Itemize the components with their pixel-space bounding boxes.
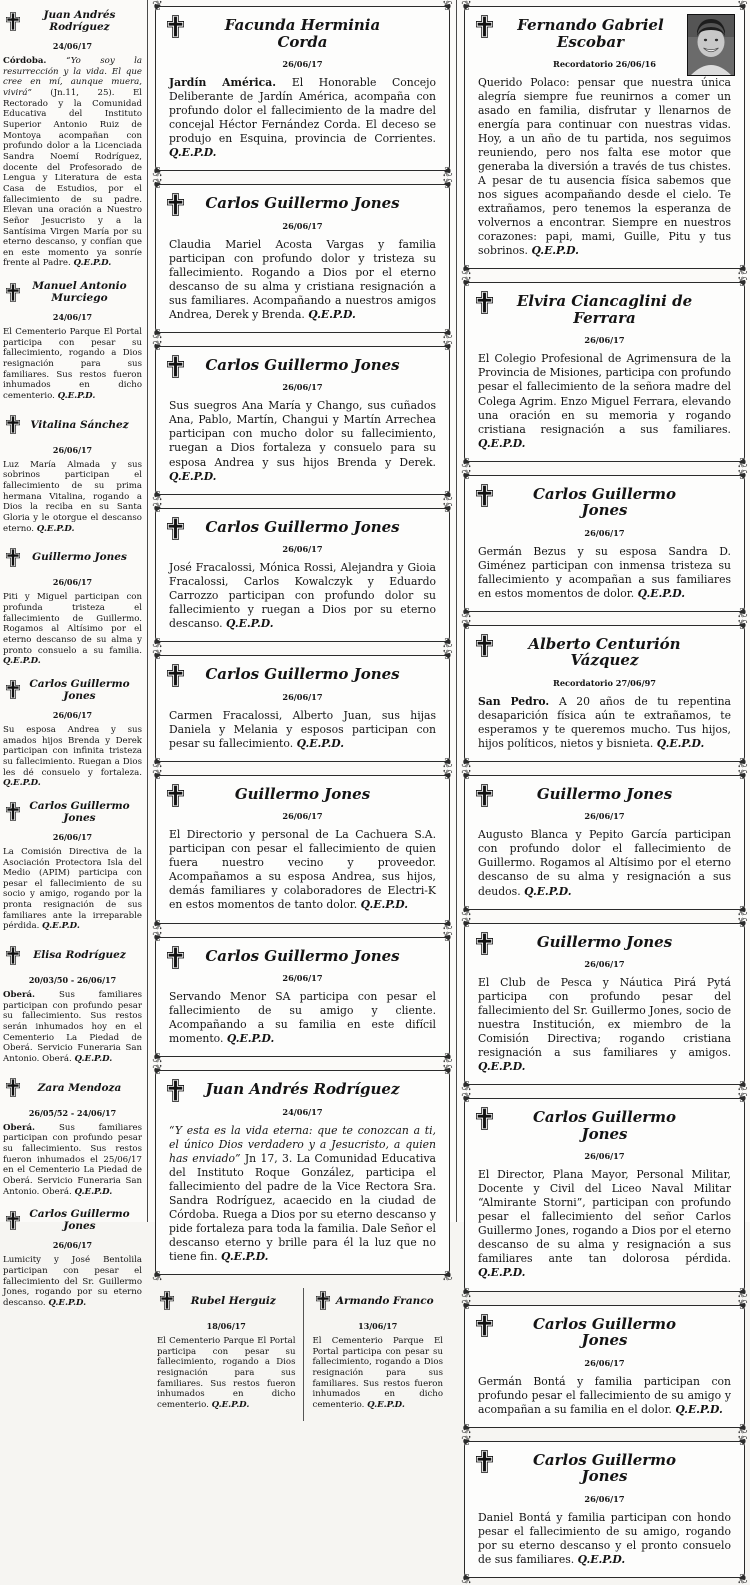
deceased-name: Armando Franco	[335, 1294, 434, 1307]
qepd-label: Q.E.P.D.	[211, 1399, 250, 1410]
deceased-name: Alberto Centurión Vázquez	[528, 634, 681, 670]
corner-ornament-icon: ❦	[152, 163, 163, 179]
obituary-text	[3, 56, 142, 269]
obituary-text	[478, 545, 731, 601]
obituary-text-segment: El Cementerio Parque El Portal participa con pesar su fallecimiento, rogando a Dios resignación para sus familiares. Sus restos fueron inhumados en dicho cementerio.	[157, 1335, 296, 1410]
deceased-name: Carlos Guillermo Jones	[205, 355, 400, 374]
obituary-text-segment: Augusto Blanca y Pepito García participan con profundo dolor el fallecimiento de Guillermo. Rogamos al Altísimo por el eterno descanso de su alma y resignación a sus deudos.	[478, 828, 731, 898]
column-right	[457, 0, 750, 1585]
obituary-date: 26/06/17	[282, 811, 323, 822]
corner-ornament-icon: ❦	[737, 753, 748, 769]
obituary-date: 26/06/17	[584, 527, 625, 538]
corner-ornament-icon: ❦	[152, 767, 163, 783]
obituary-box	[152, 0, 453, 179]
obituary-text	[3, 460, 142, 535]
obituary-date: 24/06/17	[282, 1106, 323, 1117]
obituary-entry	[3, 544, 142, 667]
cross-icon	[3, 802, 23, 821]
cross-icon	[476, 634, 493, 661]
corner-ornament-icon: ❦	[461, 1091, 472, 1107]
corner-ornament-icon: ❦	[152, 634, 163, 650]
obituary-date: Recordatorio 26/06/16	[553, 59, 656, 69]
deceased-name: Carlos Guillermo Jones	[532, 1314, 677, 1349]
corner-ornament-icon: ❦	[152, 177, 163, 193]
obituary-text-segment: El Director, Plana Mayor, Personal Militar, Docente y Civil del Liceo Naval Militar “Almirante Storni”, participan con profundo pesar el fallecimiento del señor Carlos Guillermo Jones, rogando a Dios por el eterno descanso de su alma y resignación a sus familiares ante tan dolorosa pérdida.	[478, 1168, 731, 1266]
qepd-label: Q.E.P.D.	[169, 146, 217, 160]
corner-ornament-icon: ❦	[152, 486, 163, 502]
obituary-header	[313, 1288, 444, 1314]
deceased-name: Juan Andrés Rodríguez	[205, 1080, 400, 1099]
obituary-text-segment: El Cementerio Parque El Portal participa con pesar su fallecimiento, rogando a Dios resignación para sus familiares. Sus restos fueron inhumados en dicho cementerio.	[312, 1335, 443, 1410]
qepd-label: Q.E.P.D.	[48, 1297, 87, 1308]
corner-ornament-icon: ❦	[442, 648, 453, 664]
corner-ornament-icon: ❦	[461, 261, 472, 277]
cross-icon	[3, 12, 23, 31]
obituary-text	[313, 1336, 444, 1411]
cross-icon	[167, 15, 184, 42]
obituary-text-segment: Sus suegros Ana María y Chango, sus cuñados Ana, Pablo, Martín, Changui y Martín Arrechea participan con mucho dolor su fallecimiento, ruegan a Dios fortaleza y consuelo para su esposa Andrea y sus hijos Brenda y Derek.	[169, 399, 436, 469]
obituary-text	[3, 327, 142, 402]
qepd-label: Q.E.P.D.	[74, 1054, 113, 1065]
cross-icon	[476, 1450, 493, 1477]
column-middle	[148, 0, 456, 1410]
cross-icon	[476, 932, 493, 959]
obituary-text	[478, 1511, 731, 1567]
obituary-text	[3, 725, 142, 789]
corner-ornament-icon: ❦	[461, 453, 472, 469]
corner-ornament-icon: ❦	[152, 1063, 163, 1079]
cross-icon	[313, 1291, 333, 1310]
deceased-name: Carlos Guillermo Jones	[532, 1108, 677, 1143]
deceased-name: Carlos Guillermo Jones	[29, 677, 130, 702]
obituary-text-segment: La Comisión Directiva de la Asociación Protectora Isla del Medio (APIM) participa con pesar el fallecimiento de su socio y amigo, rogando por la pronta resignación de sus familiares ante la irreparable pérdida.	[3, 846, 142, 932]
mini-obituary-row	[155, 1288, 450, 1421]
deceased-name: Carlos Guillermo Jones	[205, 946, 400, 965]
qepd-label: Q.E.P.D.	[308, 307, 356, 321]
obituary-entry	[3, 412, 142, 535]
qepd-label: Q.E.P.D.	[220, 1249, 269, 1263]
obituary-text-segment: El Colegio Profesional de Agrimensura de la Provincia de Misiones, participa con profundo pesar el fallecimiento de la señora madre del Colega Agrim. Enzo Miguel Ferrara, elevando una oración en su memoria y rogando cristiana resignación a sus familiares.	[478, 352, 731, 436]
corner-ornament-icon: ❦	[442, 929, 453, 945]
obituary-date: 18/06/17	[206, 1320, 246, 1331]
corner-ornament-icon: ❦	[442, 338, 453, 354]
obituary-text	[478, 976, 731, 1074]
obituary-header	[3, 799, 142, 825]
obituary-text	[478, 828, 731, 898]
deceased-name: Carlos Guillermo Jones	[205, 194, 400, 213]
qepd-label: Q.E.P.D.	[478, 1266, 526, 1280]
obituary-text-segment: “Y esta es la vida eterna: que te conozcan a ti, el único Dios verdadero y a Jesucristo, a quien has enviado”	[169, 1123, 436, 1165]
obituary-date: 26/06/17	[584, 1493, 625, 1504]
obituary-text	[3, 847, 142, 932]
obituary-text	[169, 709, 436, 751]
cross-icon	[167, 355, 184, 382]
corner-ornament-icon: ❦	[442, 500, 453, 516]
obituary-text-segment: “Yo soy la resurrección y la vida. El que cree en mí, aunque muera, vivirá”	[3, 56, 143, 98]
obituary-text	[478, 1168, 731, 1280]
deceased-name: Manuel Antonio Murciego	[32, 280, 127, 305]
obituary-entry	[157, 1288, 296, 1411]
obituary-entry	[3, 1207, 142, 1308]
deceased-name: Fernando Gabriel Escobar	[517, 16, 664, 51]
corner-ornament-icon: ❦	[461, 603, 472, 619]
cross-icon	[167, 193, 184, 220]
deceased-name: Elisa Rodríguez	[33, 949, 126, 962]
obituary-entry	[3, 942, 142, 1065]
corner-ornament-icon: ❦	[737, 1283, 748, 1299]
corner-ornament-icon: ❦	[737, 1569, 748, 1585]
obituary-header	[3, 1075, 142, 1101]
obituary-date: 24/06/17	[52, 41, 93, 51]
cross-icon	[167, 1079, 184, 1106]
obituary-text-segment: Jn 17, 3. La Comunidad Educativa del Instituto Roque González, participa el fallecimiento del padre de la Vice Rectora Sra. Sandra Rodríguez, acaecido en la ciudad de Córdoba. Ruega a Dios por su eterno descanso y pide fortaleza para toda la familia. Dale Señor el descanso eterno y brille para él la luz que no tiene fin.	[169, 1151, 436, 1263]
obituary-date: 26/06/17	[584, 1357, 625, 1368]
cross-icon	[3, 1078, 23, 1097]
qepd-label: Q.E.P.D.	[57, 391, 96, 402]
obituary-box	[461, 275, 748, 469]
obituary-text	[478, 695, 731, 751]
obituary-text-segment: El Cementerio Parque El Portal participa con pesar su fallecimiento, rogando a Dios resignación para sus familiares. Sus restos fueron inhumados en dicho cementerio.	[3, 327, 142, 402]
corner-ornament-icon: ❦	[461, 1077, 472, 1093]
cross-icon	[476, 15, 493, 42]
corner-ornament-icon: ❦	[737, 261, 748, 277]
obituary-box	[461, 767, 748, 917]
obituary-text-segment: Germán Bontá y familia participan con profundo pesar el fallecimiento de su amigo y acompañan a su familia en el dolor.	[478, 1374, 731, 1416]
obituary-text	[169, 828, 436, 912]
cross-icon	[167, 946, 184, 973]
corner-ornament-icon: ❦	[737, 1077, 748, 1093]
cross-icon	[3, 680, 23, 699]
cross-icon	[3, 946, 23, 965]
qepd-label: Q.E.P.D.	[296, 736, 345, 750]
obituary-text	[169, 1124, 436, 1264]
mini-obituary	[155, 1288, 303, 1421]
corner-ornament-icon: ❦	[152, 915, 163, 931]
obituary-text-segment: (Jn.11, 25). El Rectorado y la Comunidad Educativa del Instituto Superior Antonio Ruiz de Montoya acompañan con profundo dolor a la Licenciada Sandra Noemí Rodríguez, docente del Profesorado de Lengua y Literatura de esta Casa de Estudios, por el fallecimiento de su padre. Elevan una oración a Nuestro Señor Jesucristo y a la Santísima Virgen María por su eterno descanso, y confían que en este momento ya sonríe frente al Padre.	[3, 87, 142, 269]
obituary-text-segment: Querido Polaco: pensar que nuestra única alegría siempre fue reunirnos a comer un asado en familia, disfrutar y llenarnos de energía para continuar con nuestras vidas. Hoy, a un año de tu partida, nos seguimos reuniendo, pero nos falta ese motor que generaba la diversión a través de tus chistes. A pesar de tu ausencia física sabemos que nos sigues acompañando desde el cielo. Te extrañamos, pero tenemos la esperanza de volvernos a encontrar. Siempre en nuestros corazones: papi, mami, Guille, Pitu y tus sobrinos.	[478, 76, 731, 258]
deceased-name: Carlos Guillermo Jones	[205, 665, 400, 684]
obituary-header	[3, 544, 142, 570]
deceased-name: Vitalina Sánchez	[30, 418, 129, 431]
corner-ornament-icon: ❦	[152, 929, 163, 945]
deceased-name: Carlos Guillermo Jones	[29, 799, 130, 824]
cross-icon	[3, 1211, 23, 1230]
mini-obituary	[303, 1288, 451, 1421]
qepd-label: Q.E.P.D.	[577, 1552, 626, 1566]
deceased-name: Guillermo Jones	[536, 932, 673, 951]
obituary-box	[152, 929, 453, 1065]
obituary-text	[169, 990, 436, 1046]
obituary-text	[169, 238, 436, 322]
obituary-box	[461, 467, 748, 619]
obituary-text-segment: Sus familiares participan con profundo pesar su fallecimiento. Sus restos fueron inhumados el 25/06/17 en el Cementerio La Piedad de Oberá. Servicio Funeraria San Antonio. Oberá.	[3, 1122, 142, 1197]
obituary-text-segment: Oberá.	[3, 1122, 60, 1133]
corner-ornament-icon: ❦	[737, 1433, 748, 1449]
corner-ornament-icon: ❦	[442, 1049, 453, 1065]
corner-ornament-icon: ❦	[442, 767, 453, 783]
corner-ornament-icon: ❦	[461, 275, 472, 291]
cross-icon	[167, 664, 184, 691]
obituary-box	[152, 177, 453, 340]
qepd-label: Q.E.P.D.	[73, 258, 112, 269]
obituary-box	[152, 338, 453, 502]
obituary-text-segment: Servando Menor SA participa con pesar el fallecimiento de su amigo y cliente. Acompañando a su familia en este difícil momento.	[169, 990, 436, 1046]
obituary-entry	[3, 677, 142, 789]
obituary-entry	[3, 1075, 142, 1198]
obituary-text-segment: San Pedro.	[478, 694, 559, 708]
corner-ornament-icon: ❦	[442, 1063, 453, 1079]
deceased-name: Carlos Guillermo Jones	[532, 1450, 677, 1486]
obituary-box	[152, 767, 453, 931]
qepd-label: Q.E.P.D.	[637, 586, 686, 600]
obituary-box	[461, 617, 748, 769]
cross-icon	[3, 283, 23, 302]
obituary-header	[3, 279, 142, 305]
corner-ornament-icon: ❦	[461, 617, 472, 633]
corner-ornament-icon: ❦	[737, 275, 748, 291]
obituary-date: 26/06/17	[584, 959, 625, 970]
qepd-label: Q.E.P.D.	[656, 736, 705, 750]
cross-icon	[476, 1314, 493, 1341]
obituary-date: 24/06/17	[52, 312, 93, 323]
obituary-text	[478, 76, 731, 258]
corner-ornament-icon: ❦	[461, 753, 472, 769]
corner-ornament-icon: ❦	[737, 453, 748, 469]
obituary-box	[152, 1063, 453, 1282]
obituary-date: 26/05/52 - 24/06/17	[28, 1107, 117, 1118]
corner-ornament-icon: ❦	[737, 603, 748, 619]
obituary-text-segment: Daniel Bontá y familia participan con hondo pesar el fallecimiento de su amigo, rogando por su eterno descanso y el pronto consuelo de sus familiares.	[478, 1510, 731, 1566]
obituary-date: 26/06/17	[584, 1151, 625, 1162]
obituary-date: 26/06/17	[282, 382, 323, 393]
qepd-label: Q.E.P.D.	[74, 1186, 113, 1197]
obituary-entry	[313, 1288, 444, 1411]
corner-ornament-icon: ❦	[152, 1266, 163, 1282]
corner-ornament-icon: ❦	[461, 1283, 472, 1299]
obituary-text-segment: Jardín América.	[169, 76, 292, 89]
cross-icon	[167, 784, 184, 811]
corner-ornament-icon: ❦	[442, 177, 453, 193]
obituary-header	[3, 412, 142, 438]
obituary-date: 26/06/17	[52, 709, 93, 720]
corner-ornament-icon: ❦	[461, 1419, 472, 1435]
deceased-name: Elvira Ciancaglini de Ferrara	[516, 292, 693, 327]
corner-ornament-icon: ❦	[152, 648, 163, 664]
obituary-text	[3, 1123, 142, 1198]
obituary-text-segment: Oberá.	[3, 990, 60, 1001]
qepd-label: Q.E.P.D.	[36, 523, 75, 534]
obituary-text-segment: El Club de Pesca y Náutica Pirá Pytá participa con profundo pesar del fallecimiento del Sr. Guillermo Jones, socio de nuestra Institución, ex miembro de la Comisión Directiva; rogando cristiana resignación a sus familiares y amigos.	[478, 976, 731, 1060]
obituary-text-segment: Lumicity y José Bentolila participan con pesar el fallecimiento del Sr. Guillermo Jones, rogando por su eterno descanso.	[3, 1255, 142, 1308]
qepd-label: Q.E.P.D.	[478, 436, 526, 450]
obituary-box	[461, 1297, 748, 1435]
corner-ornament-icon: ❦	[152, 338, 163, 354]
obituary-header	[157, 1288, 296, 1314]
corner-ornament-icon: ❦	[442, 1266, 453, 1282]
obituary-date: 26/06/17	[282, 973, 323, 983]
cross-icon	[476, 291, 493, 318]
corner-ornament-icon: ❦	[152, 753, 163, 769]
corner-ornament-icon: ❦	[737, 1091, 748, 1107]
corner-ornament-icon: ❦	[461, 1569, 472, 1585]
corner-ornament-icon: ❦	[152, 500, 163, 516]
corner-ornament-icon: ❦	[737, 767, 748, 783]
qepd-label: Q.E.P.D.	[675, 1402, 723, 1416]
corner-ornament-icon: ❦	[737, 1297, 748, 1313]
corner-ornament-icon: ❦	[737, 901, 748, 917]
corner-ornament-icon: ❦	[442, 324, 453, 340]
obituary-header	[3, 942, 142, 968]
obituary-text	[478, 352, 731, 450]
obituary-text	[169, 399, 436, 483]
qepd-label: Q.E.P.D.	[478, 1060, 526, 1074]
obituary-text-segment: Carmen Fracalossi, Alberto Juan, sus hijas Daniela y Melania y esposos participan con pesar su fallecimiento.	[169, 708, 436, 750]
corner-ornament-icon: ❦	[737, 0, 748, 14]
cross-icon	[476, 1107, 493, 1134]
qepd-label: Q.E.P.D.	[226, 1032, 275, 1046]
corner-ornament-icon: ❦	[737, 467, 748, 483]
corner-ornament-icon: ❦	[737, 617, 748, 633]
corner-ornament-icon: ❦	[461, 1297, 472, 1313]
obituary-date: 26/06/17	[584, 335, 625, 346]
obituary-text-segment: A 20 años de tu repentina desaparición física aún te extrañamos, te esperamos y te queremos mucho. Tus hijos, hijos políticos, nietos y bisnieta.	[478, 694, 731, 750]
qepd-label: Q.E.P.D.	[42, 921, 80, 932]
deceased-name: Juan Andrés Rodríguez	[43, 8, 116, 33]
qepd-label: Q.E.P.D.	[3, 656, 41, 667]
obituary-box	[461, 1091, 748, 1299]
deceased-name: Carlos Guillermo Jones	[29, 1208, 130, 1233]
obituary-entry	[3, 279, 142, 402]
obituary-entry	[3, 799, 142, 932]
obituary-text	[169, 76, 436, 160]
qepd-label: Q.E.P.D.	[360, 898, 409, 912]
obituary-box	[461, 1433, 748, 1585]
cross-icon	[476, 784, 493, 811]
obituary-text	[478, 1375, 731, 1417]
cross-icon	[3, 548, 23, 567]
obituary-text-segment: Claudia Mariel Acosta Vargas y familia participan con profundo dolor y tristeza su fallecimiento. Rogando a Dios por el eterno descanso de su alma y cristiana resignación a sus familiares. Acompañando a nuestros amigos Andrea, Derek y Brenda.	[169, 237, 436, 321]
qepd-label: Q.E.P.D.	[524, 884, 572, 898]
obituary-date: 26/06/17	[584, 811, 625, 822]
obituary-date: Recordatorio 27/06/97	[553, 677, 656, 688]
corner-ornament-icon: ❦	[461, 467, 472, 483]
cross-icon	[3, 415, 23, 434]
obituary-date: 26/06/17	[52, 577, 93, 588]
corner-ornament-icon: ❦	[442, 753, 453, 769]
deceased-name: Facunda Herminia Corda	[224, 16, 381, 51]
obituary-text	[169, 561, 436, 631]
deceased-name: Guillermo Jones	[234, 784, 371, 803]
corner-ornament-icon: ❦	[152, 0, 163, 14]
corner-ornament-icon: ❦	[442, 163, 453, 179]
corner-ornament-icon: ❦	[737, 915, 748, 931]
obituary-date: 13/06/17	[358, 1320, 398, 1331]
obituary-date: 26/06/17	[282, 220, 323, 231]
obituary-date: 20/03/50 - 26/06/17	[28, 975, 117, 986]
obituary-header	[3, 677, 142, 703]
obituary-box	[461, 915, 748, 1093]
obituary-box	[461, 0, 748, 277]
cross-icon	[167, 517, 184, 544]
deceased-name: Guillermo Jones	[32, 551, 127, 564]
qepd-label: Q.E.P.D.	[226, 617, 274, 631]
obituary-date: 26/06/17	[282, 544, 323, 555]
qepd-label: Q.E.P.D.	[531, 244, 579, 258]
corner-ornament-icon: ❦	[461, 901, 472, 917]
qepd-label: Q.E.P.D.	[3, 778, 41, 789]
corner-ornament-icon: ❦	[152, 324, 163, 340]
obituary-date: 26/06/17	[52, 831, 93, 842]
obituary-box	[152, 500, 453, 650]
corner-ornament-icon: ❦	[737, 1419, 748, 1435]
obituary-entry	[3, 8, 142, 269]
corner-ornament-icon: ❦	[461, 767, 472, 783]
corner-ornament-icon: ❦	[461, 915, 472, 931]
obituary-text	[3, 1255, 142, 1308]
portrait-photo	[687, 14, 735, 76]
obituary-text	[3, 990, 142, 1065]
obituary-date: 26/06/17	[282, 59, 323, 69]
corner-ornament-icon: ❦	[442, 0, 453, 14]
obituary-text-segment: Luz María Almada y sus sobrinos participan el fallecimiento de su prima hermana Vitalina, rogando a Dios la reciba en su Santa Gloria y le otorgue el descanso eterno.	[3, 459, 142, 534]
obituary-text-segment: Córdoba.	[3, 56, 67, 66]
cross-icon	[157, 1291, 177, 1310]
obituary-date: 26/06/17	[282, 691, 323, 702]
cross-icon	[476, 484, 493, 511]
obituary-text	[157, 1336, 296, 1411]
obituary-text-segment: Piti y Miguel participan con profunda tristeza el fallecimiento de Guillermo. Rogamos al Altísimo por el eterno descanso de su alma y pronto consuelo a su familia.	[3, 592, 142, 656]
qepd-label: Q.E.P.D.	[169, 469, 217, 483]
obituary-date: 26/06/17	[52, 1240, 93, 1251]
obituary-text-segment: Germán Bezus y su esposa Sandra D. Giménez participan con inmensa tristeza su fallecimiento y acompañan a sus familiares en estos momentos de dolor.	[478, 544, 731, 600]
corner-ornament-icon: ❦	[442, 915, 453, 931]
obituary-text-segment: El Honorable Concejo Deliberante de Jardín América, acompaña con profundo dolor el fallecimiento de la madre del concejal Héctor Fernández Corda. El deceso se produjo en Esquina, provincia de Corrientes.	[169, 76, 436, 146]
obituary-date: 26/06/17	[52, 444, 93, 455]
deceased-name: Carlos Guillermo Jones	[205, 517, 400, 536]
obituary-header	[3, 8, 142, 34]
obituary-text-segment: Sus familiares participan con profundo pesar su fallecimiento. Sus restos serán inhumados hoy en el Cementerio La Piedad de Oberá. Servicio Funeraria San Antonio. Oberá.	[3, 990, 142, 1065]
obituary-text-segment: El Directorio y personal de La Cachuera S.A. participan con pesar el fallecimiento de quien fuera nuestro vecino y proveedor. Acompañamos a su esposa Andrea, sus hijos, demás familiares y colaboradores de Electri-K en estos momentos de tanto dolor.	[169, 828, 436, 912]
column-left	[0, 0, 147, 1308]
qepd-label: Q.E.P.D.	[367, 1399, 405, 1410]
obituary-text	[3, 592, 142, 667]
deceased-name: Zara Mendoza	[37, 1081, 122, 1094]
corner-ornament-icon: ❦	[461, 0, 472, 14]
corner-ornament-icon: ❦	[152, 1049, 163, 1065]
corner-ornament-icon: ❦	[442, 486, 453, 502]
deceased-name: Rubel Herguiz	[190, 1294, 276, 1307]
obituary-text-segment: José Fracalossi, Mónica Rossi, Alejandra y Gioia Fracalossi, Carlos Kowalczyk y Eduardo Carrozzo participan con profundo dolor su fallecimiento y ruegan a Dios por su eterno descanso.	[169, 561, 436, 631]
obituary-text-segment: Su esposa Andrea y sus amados hijos Brenda y Derek participan con infinita tristeza su fallecimiento. Ruegan a Dios les dé consuelo y fortaleza.	[3, 724, 142, 778]
obituary-box	[152, 648, 453, 769]
deceased-name: Carlos Guillermo Jones	[532, 484, 677, 520]
corner-ornament-icon: ❦	[442, 634, 453, 650]
deceased-name: Guillermo Jones	[536, 784, 673, 803]
obituary-header	[3, 1207, 142, 1233]
corner-ornament-icon: ❦	[461, 1433, 472, 1449]
